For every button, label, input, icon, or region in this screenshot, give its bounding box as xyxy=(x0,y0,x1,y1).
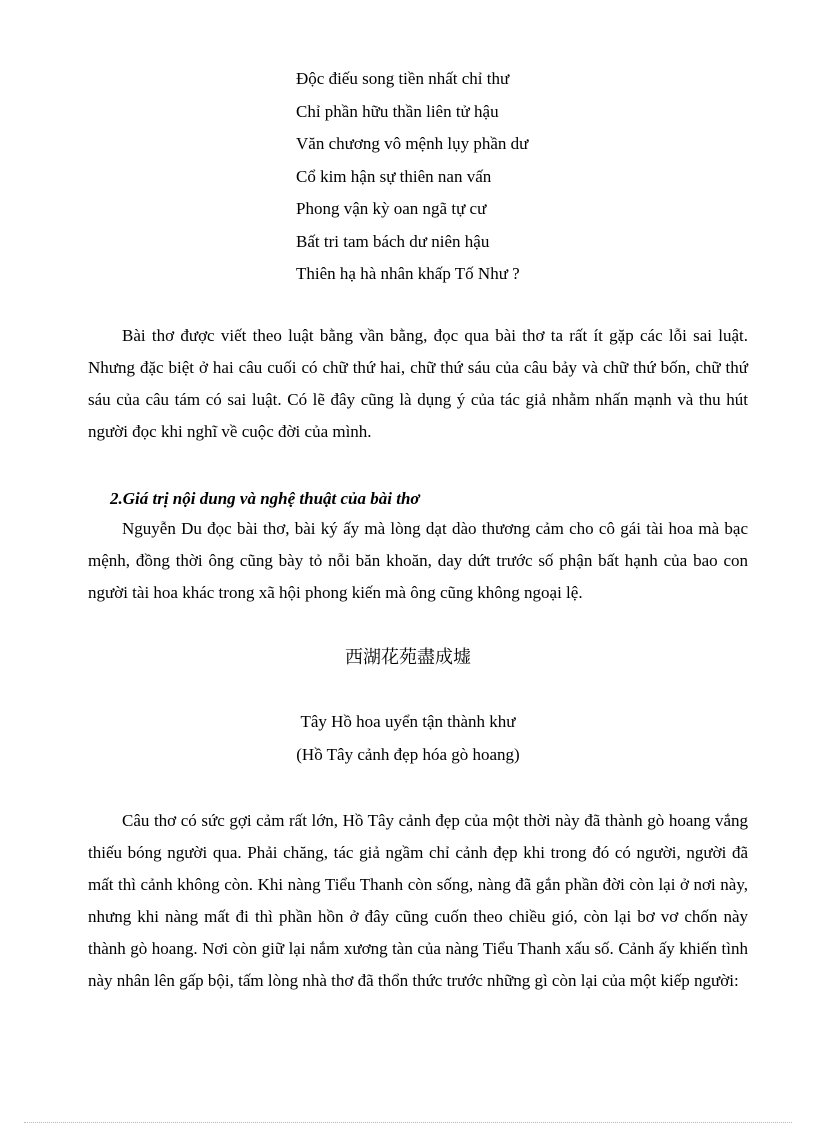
poem-line: Độc điếu song tiền nhất chỉ thư xyxy=(296,69,510,88)
poem-line: Văn chương vô mệnh lụy phần dư xyxy=(296,134,529,153)
chinese-verse: 西湖花苑盡成墟 xyxy=(345,647,471,668)
poem-block xyxy=(296,66,528,294)
verse-translation: (Hồ Tây cảnh đẹp hóa gò hoang) xyxy=(296,745,520,764)
content-paragraph: Nguyễn Du đọc bài thơ, bài ký ấy mà lòng dạt dào thương cảm cho cô gái tài hoa mà bạc mệnh, đồng thời ông cũng bày tỏ nỗi băn khoăn, day dứt trước số phận bất hạnh của bao con người tài hoa khác trong xã hội phong kiến mà ông cũng không ngoại lệ. xyxy=(88,519,748,602)
poem-line: Bất tri tam bách dư niên hậu xyxy=(296,231,490,251)
analysis-paragraph: Bài thơ được viết theo luật bằng vần bằng, đọc qua bài thơ ta rất ít gặp các lỗi sai luật. Nhưng đặc biệt ở hai câu cuối có chữ thứ hai, chữ thứ sáu của câu bảy và chữ thứ bốn, chữ thứ sáu của câu tám có sai luật. Có lẽ đây cũng là dụng ý của tác giả nhằm nhấn mạnh và thu hút người đọc khi nghĩ về cuộc đời của mình. xyxy=(88,326,748,441)
poem-line: Phong vận kỳ oan ngã tự cư xyxy=(296,199,487,218)
section-heading: 2.Giá trị nội dung và nghệ thuật của bài thơ xyxy=(110,489,420,508)
commentary-paragraph: Câu thơ có sức gợi cảm rất lớn, Hồ Tây cảnh đẹp của một thời này đã thành gò hoang vắng thiếu bóng người qua. Phải chăng, tác giả ngầm chỉ cảnh đẹp khi trong đó có người, người đã mất thì cảnh không còn. Khi nàng Tiểu Thanh còn sống, nàng đã gắn phần đời còn lại ở nơi này, nhưng khi nàng mất đi thì phần hồn ở đây cũng cuốn theo chiều gió, còn lại bơ vơ chốn này thành gò hoang. Nơi còn giữ lại nắm xương tàn của nàng Tiểu Thanh xấu số. Cảnh ấy khiến tình này nhân lên gấp bội, tấm lòng nhà thơ đã thổn thức trước những gì còn lại của một kiếp người: xyxy=(88,811,748,990)
poem-line: Cổ kim hận sự thiên nan vấn xyxy=(296,166,492,186)
verse-transliteration: Tây Hồ hoa uyển tận thành khư xyxy=(300,712,516,731)
poem-line: Thiên hạ hà nhân khấp Tố Như ? xyxy=(296,264,520,283)
poem-line: Chỉ phần hữu thần liên tử hậu xyxy=(296,101,499,121)
